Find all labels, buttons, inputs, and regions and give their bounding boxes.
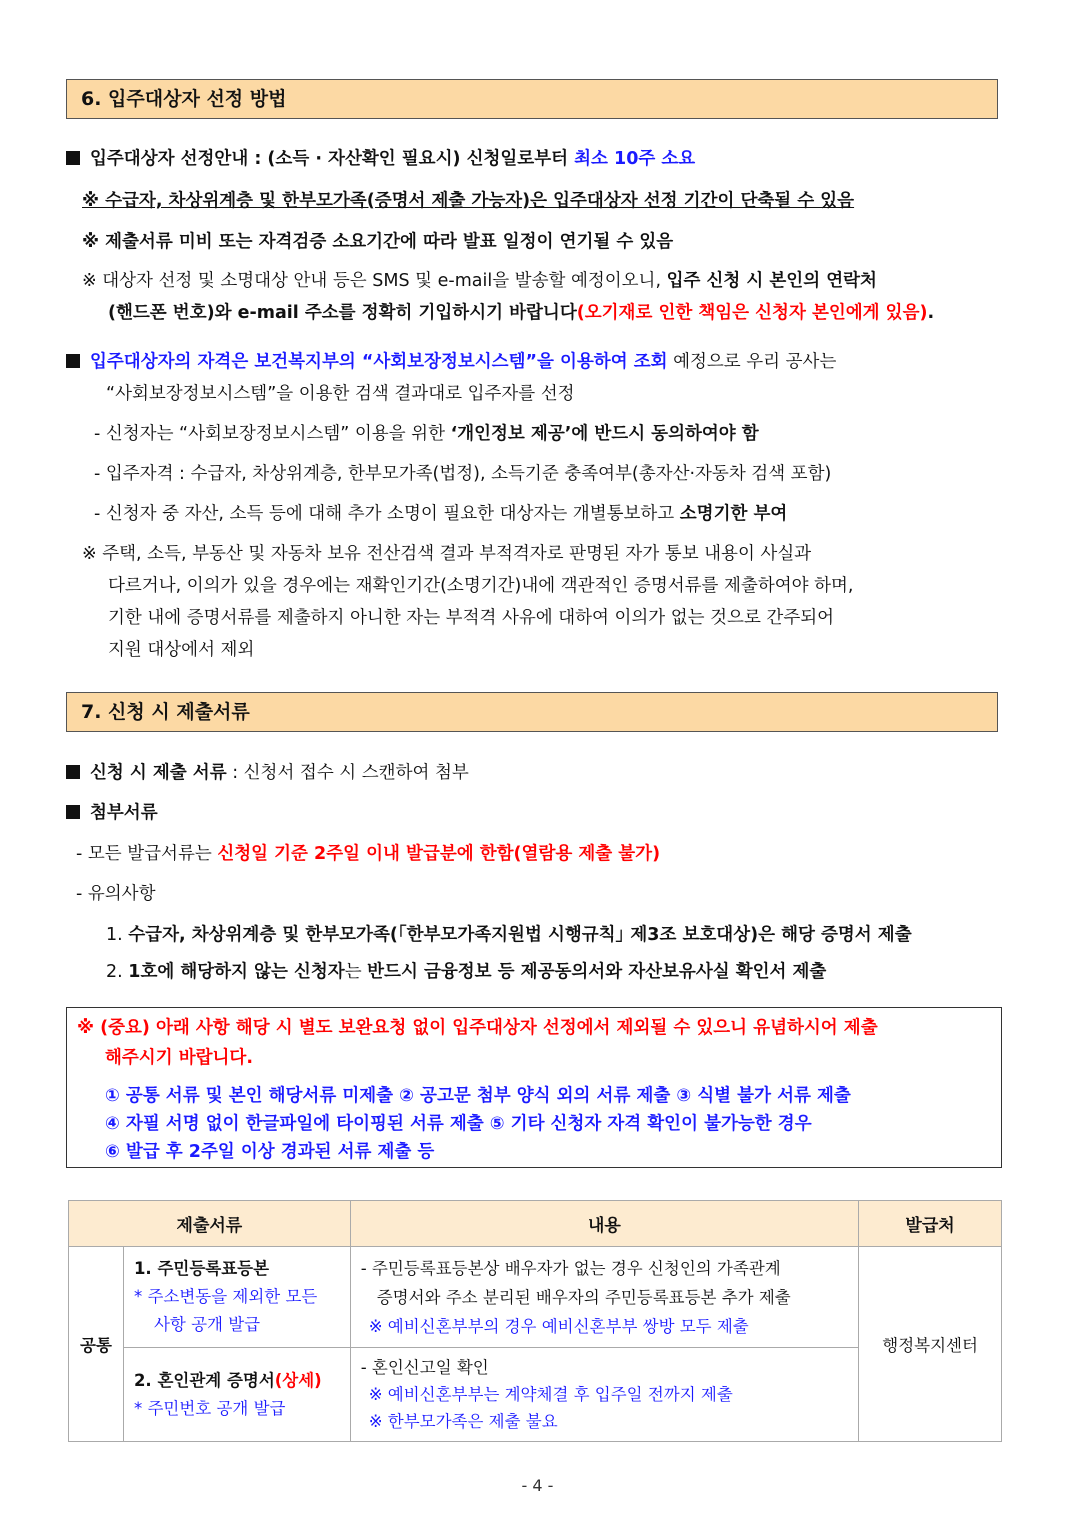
square-bullet-icon (66, 354, 80, 368)
dash-issue-period: - 모든 발급서류는 신청일 기준 2주일 이내 발급분에 한함(열람용 제출 불가) (76, 844, 661, 864)
doc-note: * 주민번호 공개 발급 (133, 1398, 286, 1418)
bullet-eligibility-line2: “사회보장정보시스템”을 이용한 검색 결과대로 입주자를 선정 (106, 384, 575, 404)
dash-precautions: - 유의사항 (76, 884, 156, 904)
bullet-selection-guide: 입주대상자 선정안내 : (소득 · 자산확인 필요시) 신청일로부터 최소 10주 소요 (66, 147, 695, 171)
page-number: - 4 - (521, 1476, 554, 1495)
notice-line2: 해주시기 바랍니다. (105, 1048, 253, 1068)
doc-note-cont: 사항 공개 발급 (153, 1315, 261, 1334)
content-line: - 주민등록표등본상 배우자가 없는 경우 신청인의 가족관계 (360, 1258, 781, 1278)
content-marriage-certificate (350, 1348, 858, 1442)
note-ineligible-line4: 지원 대상에서 제외 (108, 640, 255, 660)
doc-resident-registration (123, 1247, 350, 1348)
doc-marriage-certificate (123, 1348, 350, 1442)
header-issuer: 발급처 (859, 1201, 1002, 1247)
bullet-submission-docs: 신청 시 제출 서류 : 신청서 접수 시 스캔하여 첨부 (66, 761, 469, 785)
submission-documents-table (68, 1200, 1002, 1442)
note-sms-line1: ※ 대상자 선정 및 소명대상 안내 등은 SMS 및 e-mail을 발송할 예정이오니, 입주 신청 시 본인의 연락처 (82, 271, 877, 291)
content-line: - 혼인신고일 확인 (360, 1358, 489, 1377)
bullet-attached-docs: 첨부서류 (66, 801, 158, 825)
bullet-eligibility-line1: 입주대상자의 자격은 보건복지부의 “사회보장정보시스템”을 이용하여 조회 예정으로 우리 공사는 (66, 350, 836, 374)
notice-items-line3: ⑥ 발급 후 2주일 이상 경과된 서류 제출 등 (105, 1142, 435, 1162)
content-line: ※ 한부모가족은 제출 불요 (368, 1412, 558, 1431)
note-ineligible-line2: 다르거나, 이의가 있을 경우에는 재확인기간(소명기간)내에 객관적인 증명서류를 제출하여야 하며, (108, 576, 854, 596)
table-header-row (69, 1201, 1002, 1247)
content-resident-registration (350, 1247, 858, 1348)
section-7-header (66, 692, 998, 732)
notice-items-line1: ① 공통 서류 및 본인 해당서류 미제출 ② 공고문 첨부 양식 외의 서류 제출 ③ 식별 불가 서류 제출 (105, 1086, 851, 1106)
dash-consent: - 신청자는 “사회보장정보시스템” 이용을 위한 ‘개인정보 제공’에 반드시 동의하여야 함 (94, 424, 759, 444)
doc-note: * 주소변동을 제외한 모든 (133, 1287, 318, 1306)
header-docs: 제출서류 (69, 1201, 351, 1247)
note-shortened-period: ※ 수급자, 차상위계층 및 한부모가족(증명서 제출 가능자)은 입주대상자 선정 기간이 단축될 수 있음 (82, 191, 855, 211)
content-line: ※ 예비신혼부부는 계약체결 후 입주일 전까지 제출 (368, 1385, 733, 1404)
content-line: ※ 예비신혼부부의 경우 예비신혼부부 쌍방 모두 제출 (368, 1316, 749, 1336)
section-7-title: 7. 신청 시 제출서류 (81, 701, 250, 723)
dash-qualification: - 입주자격 : 수급자, 차상위계층, 한부모가족(법정), 소득기준 충족여부(총자산·자동차 검색 포함) (94, 464, 832, 484)
precaution-item-1: 1. 수급자, 차상위계층 및 한부모가족(｢한부모가족지원법 시행규칙｣ 제3조 보호대상)은 해당 증명서 제출 (106, 925, 912, 945)
notice-items-line2: ④ 자필 서명 없이 한글파일에 타이핑된 서류 제출 ⑤ 기타 신청자 자격 확인이 불가능한 경우 (105, 1114, 812, 1134)
square-bullet-icon (66, 805, 80, 819)
issuer-cell: 행정복지센터 (859, 1247, 1002, 1442)
dash-explanation: - 신청자 중 자산, 소득 등에 대해 추가 소명이 필요한 대상자는 개별통보하고 소명기한 부여 (94, 504, 788, 524)
important-notice-box (66, 1007, 1002, 1168)
group-common: 공통 (69, 1247, 124, 1442)
header-content: 내용 (350, 1201, 858, 1247)
table-row (69, 1247, 1002, 1348)
precaution-item-2: 2. 1호에 해당하지 않는 신청자는 반드시 금융정보 등 제공동의서와 자산보유사실 확인서 제출 (106, 962, 827, 982)
note-ineligible-line3: 기한 내에 증명서류를 제출하지 아니한 자는 부적격 사유에 대하여 이의가 없는 것으로 간주되어 (108, 608, 835, 628)
content-line: 증명서와 주소 분리된 배우자의 주민등록표등본 추가 제출 (376, 1287, 791, 1307)
note-sms-line2: (핸드폰 번호)와 e-mail 주소를 정확히 기입하시기 바랍니다(오기재로 인한 책임은 신청자 본인에게 있음). (108, 303, 935, 323)
doc-name: 2. 혼인관계 증명서(상세) (133, 1370, 322, 1390)
square-bullet-icon (66, 765, 80, 779)
notice-line1: ※ (중요) 아래 사항 해당 시 별도 보완요청 없이 입주대상자 선정에서 제외될 수 있으니 유념하시어 제출 (77, 1018, 878, 1038)
section-6-header (66, 79, 998, 119)
note-delay: ※ 제출서류 미비 또는 자격검증 소요기간에 따라 발표 일정이 연기될 수 있음 (82, 232, 674, 252)
square-bullet-icon (66, 151, 80, 165)
section-6-title: 6. 입주대상자 선정 방법 (81, 88, 287, 110)
note-ineligible-line1: ※ 주택, 소득, 부동산 및 자동차 보유 전산검색 결과 부적격자로 판명된 자가 통보 내용이 사실과 (82, 544, 812, 564)
doc-name: 1. 주민등록표등본 (133, 1259, 270, 1278)
